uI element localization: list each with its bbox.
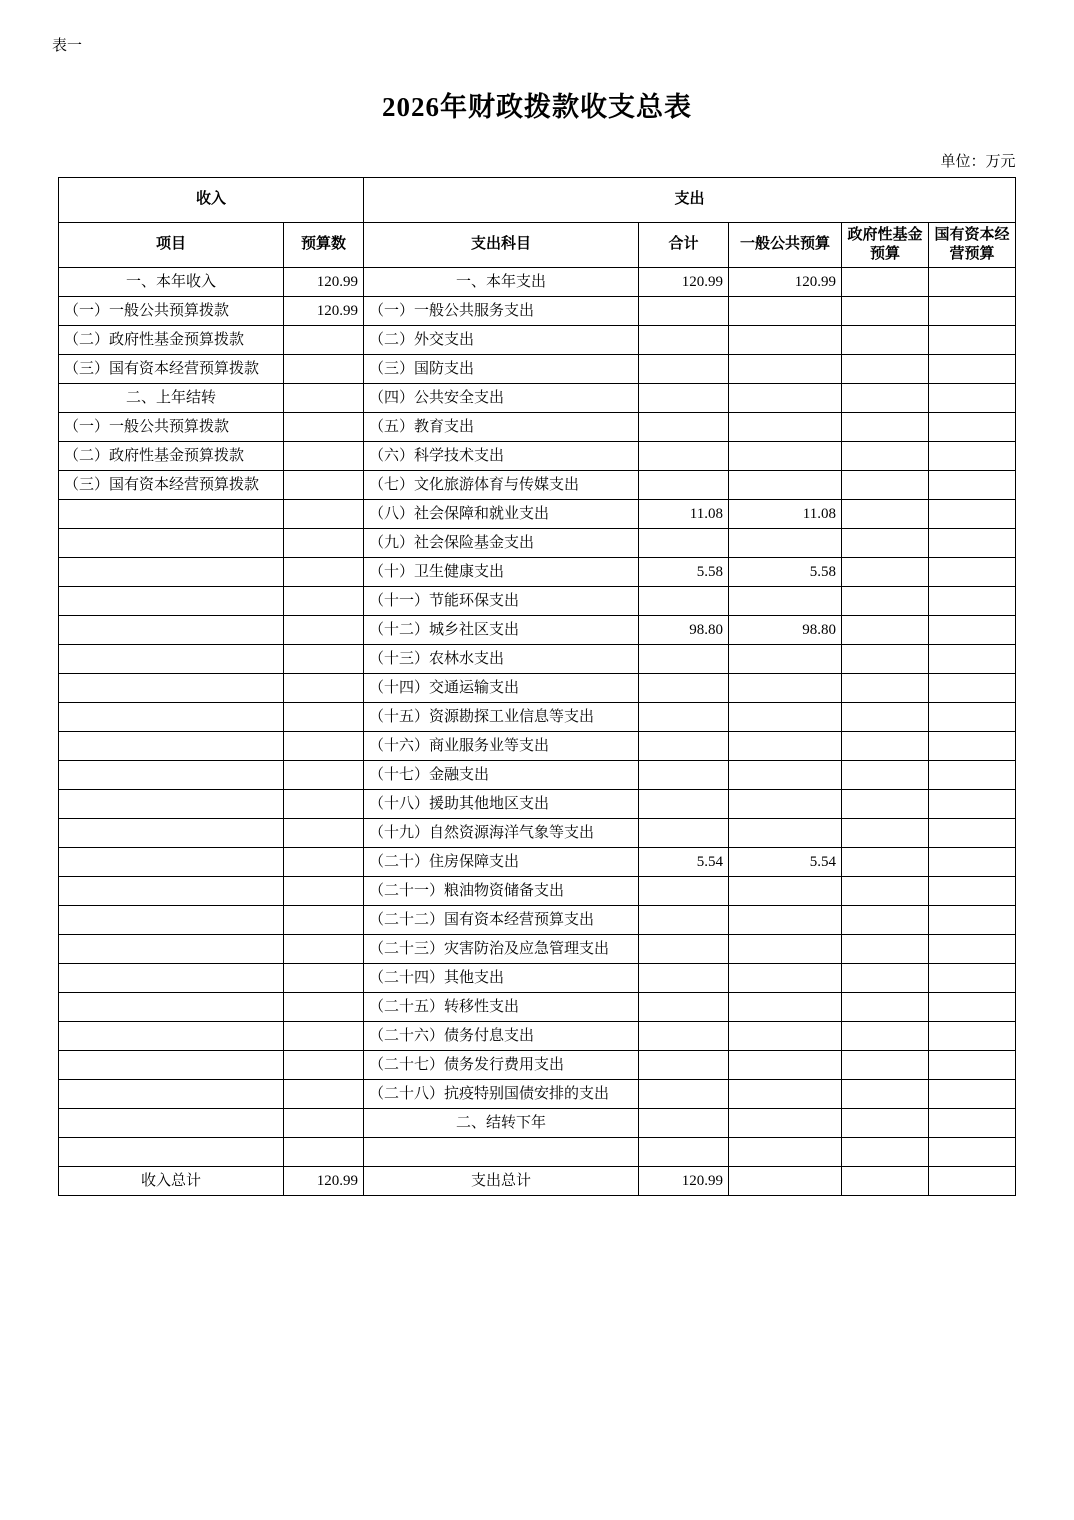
- state-capital-cell: [928, 790, 1015, 819]
- budget-cell: [283, 1022, 363, 1051]
- general-budget-cell: [728, 790, 841, 819]
- income-item-cell: 收入总计: [58, 1167, 283, 1196]
- gov-fund-cell: [841, 848, 928, 877]
- general-budget-cell: [728, 1109, 841, 1138]
- general-budget-cell: [728, 297, 841, 326]
- expense-item-cell: （二十一）粮油物资储备支出: [363, 877, 638, 906]
- income-item-cell: [58, 790, 283, 819]
- total-cell: [638, 761, 728, 790]
- general-budget-cell: [728, 384, 841, 413]
- state-capital-cell: [928, 761, 1015, 790]
- budget-cell: [283, 1138, 363, 1167]
- budget-cell: [283, 761, 363, 790]
- state-capital-cell: [928, 355, 1015, 384]
- state-capital-cell: [928, 471, 1015, 500]
- total-cell: [638, 297, 728, 326]
- general-budget-cell: [728, 1051, 841, 1080]
- general-budget-cell: [728, 355, 841, 384]
- income-item-cell: [58, 645, 283, 674]
- income-item-cell: [58, 1109, 283, 1138]
- general-budget-cell: [728, 703, 841, 732]
- total-cell: [638, 1080, 728, 1109]
- total-cell: 11.08: [638, 500, 728, 529]
- total-cell: 5.54: [638, 848, 728, 877]
- state-capital-cell: [928, 297, 1015, 326]
- gov-fund-cell: [841, 790, 928, 819]
- total-cell: [638, 819, 728, 848]
- income-item-cell: [58, 993, 283, 1022]
- income-item-cell: [58, 848, 283, 877]
- gov-fund-cell: [841, 1109, 928, 1138]
- total-cell: 120.99: [638, 268, 728, 297]
- income-item-cell: [58, 500, 283, 529]
- income-item-cell: 二、上年结转: [58, 384, 283, 413]
- page-title: 2026年财政拨款收支总表: [382, 92, 692, 122]
- table-row: [58, 558, 1015, 587]
- table-row: [58, 993, 1015, 1022]
- expense-item-cell: （九）社会保险基金支出: [363, 529, 638, 558]
- total-cell: [638, 645, 728, 674]
- state-capital-cell: [928, 935, 1015, 964]
- state-capital-cell: [928, 413, 1015, 442]
- table-row: [58, 1109, 1015, 1138]
- expense-item-cell: （十六）商业服务业等支出: [363, 732, 638, 761]
- total-cell: [638, 906, 728, 935]
- header-group-row: [58, 178, 1015, 223]
- gov-fund-cell: [841, 877, 928, 906]
- table-row: [58, 703, 1015, 732]
- table-row: [58, 819, 1015, 848]
- table-row: [58, 674, 1015, 703]
- gov-fund-cell: [841, 616, 928, 645]
- expense-item-cell: （五）教育支出: [363, 413, 638, 442]
- total-cell: [638, 732, 728, 761]
- gov-fund-cell: [841, 964, 928, 993]
- income-item-cell: [58, 587, 283, 616]
- unit-note: 单位：万元: [940, 154, 1016, 170]
- total-cell: [638, 1051, 728, 1080]
- table-body: [58, 268, 1015, 1196]
- expense-item-cell: （一）一般公共服务支出: [363, 297, 638, 326]
- budget-cell: [283, 935, 363, 964]
- budget-cell: 120.99: [283, 268, 363, 297]
- budget-cell: [283, 355, 363, 384]
- total-cell: [638, 935, 728, 964]
- state-capital-cell: [928, 1022, 1015, 1051]
- budget-cell: [283, 790, 363, 819]
- gov-fund-cell: [841, 906, 928, 935]
- general-budget-cell: [728, 964, 841, 993]
- general-budget-cell: [728, 326, 841, 355]
- expense-item-cell: （八）社会保障和就业支出: [363, 500, 638, 529]
- gov-fund-cell: [841, 761, 928, 790]
- budget-cell: [283, 413, 363, 442]
- budget-cell: [283, 732, 363, 761]
- total-cell: [638, 384, 728, 413]
- state-capital-cell: [928, 442, 1015, 471]
- state-capital-cell: [928, 1051, 1015, 1080]
- general-budget-cell: [728, 471, 841, 500]
- income-item-cell: （一）一般公共预算拨款: [58, 297, 283, 326]
- total-cell: [638, 326, 728, 355]
- table-row: [58, 848, 1015, 877]
- general-budget-cell: [728, 587, 841, 616]
- income-item-cell: [58, 877, 283, 906]
- budget-cell: [283, 384, 363, 413]
- total-cell: [638, 1022, 728, 1051]
- budget-cell: [283, 877, 363, 906]
- state-capital-cell: [928, 1080, 1015, 1109]
- total-cell: [638, 790, 728, 819]
- expense-item-cell: （十八）援助其他地区支出: [363, 790, 638, 819]
- state-capital-cell: [928, 993, 1015, 1022]
- expense-item-cell: （二十八）抗疫特别国债安排的支出: [363, 1080, 638, 1109]
- total-cell: [638, 587, 728, 616]
- income-item-cell: [58, 761, 283, 790]
- gov-fund-cell: [841, 732, 928, 761]
- expense-item-cell: （二十四）其他支出: [363, 964, 638, 993]
- budget-cell: [283, 645, 363, 674]
- state-capital-cell: [928, 500, 1015, 529]
- budget-cell: [283, 1109, 363, 1138]
- income-item-cell: [58, 1022, 283, 1051]
- state-capital-cell: [928, 326, 1015, 355]
- gov-fund-cell: [841, 413, 928, 442]
- table-row: [58, 645, 1015, 674]
- total-cell: [638, 1138, 728, 1167]
- general-budget-cell: [728, 1080, 841, 1109]
- table-row: [58, 964, 1015, 993]
- total-cell: 5.58: [638, 558, 728, 587]
- budget-cell: [283, 616, 363, 645]
- gov-fund-cell: [841, 587, 928, 616]
- header-gov-fund-col: 政府性基金预算: [841, 223, 928, 268]
- header-expense-item-col: 支出科目: [363, 223, 638, 268]
- budget-cell: [283, 703, 363, 732]
- table-row: [58, 587, 1015, 616]
- budget-cell: 120.99: [283, 1167, 363, 1196]
- budget-cell: [283, 964, 363, 993]
- expense-item-cell: （十七）金融支出: [363, 761, 638, 790]
- state-capital-cell: [928, 848, 1015, 877]
- total-cell: [638, 877, 728, 906]
- general-budget-cell: 11.08: [728, 500, 841, 529]
- state-capital-cell: [928, 1138, 1015, 1167]
- income-item-cell: （三）国有资本经营预算拨款: [58, 355, 283, 384]
- budget-cell: [283, 442, 363, 471]
- table-row: [58, 500, 1015, 529]
- state-capital-cell: [928, 268, 1015, 297]
- state-capital-cell: [928, 558, 1015, 587]
- gov-fund-cell: [841, 326, 928, 355]
- table-row: [58, 761, 1015, 790]
- general-budget-cell: [728, 877, 841, 906]
- expense-item-cell: （十一）节能环保支出: [363, 587, 638, 616]
- state-capital-cell: [928, 384, 1015, 413]
- state-capital-cell: [928, 1109, 1015, 1138]
- general-budget-cell: [728, 906, 841, 935]
- income-item-cell: [58, 935, 283, 964]
- income-item-cell: [58, 819, 283, 848]
- general-budget-cell: 5.58: [728, 558, 841, 587]
- table-row: [58, 935, 1015, 964]
- budget-cell: [283, 674, 363, 703]
- table-row: [58, 1022, 1015, 1051]
- header-budget-col: 预算数: [283, 223, 363, 268]
- gov-fund-cell: [841, 703, 928, 732]
- budget-cell: [283, 906, 363, 935]
- general-budget-cell: [728, 413, 841, 442]
- income-item-cell: [58, 1138, 283, 1167]
- expense-item-cell: （二十三）灾害防治及应急管理支出: [363, 935, 638, 964]
- table-row: [58, 877, 1015, 906]
- income-item-cell: [58, 529, 283, 558]
- expense-item-cell: （二十五）转移性支出: [363, 993, 638, 1022]
- header-expense-group: 支出: [363, 178, 1015, 223]
- general-budget-cell: [728, 1138, 841, 1167]
- total-cell: [638, 1109, 728, 1138]
- state-capital-cell: [928, 587, 1015, 616]
- table-row: [58, 732, 1015, 761]
- general-budget-cell: [728, 935, 841, 964]
- gov-fund-cell: [841, 384, 928, 413]
- total-cell: [638, 355, 728, 384]
- general-budget-cell: 120.99: [728, 268, 841, 297]
- general-budget-cell: [728, 674, 841, 703]
- state-capital-cell: [928, 645, 1015, 674]
- expense-item-cell: （十）卫生健康支出: [363, 558, 638, 587]
- total-cell: [638, 703, 728, 732]
- income-item-cell: [58, 1051, 283, 1080]
- general-budget-cell: [728, 442, 841, 471]
- general-budget-cell: [728, 529, 841, 558]
- table-row: [58, 1138, 1015, 1167]
- table-row: [58, 268, 1015, 297]
- expense-item-cell: （二十七）债务发行费用支出: [363, 1051, 638, 1080]
- income-item-cell: [58, 732, 283, 761]
- expense-item-cell: 支出总计: [363, 1167, 638, 1196]
- income-item-cell: （三）国有资本经营预算拨款: [58, 471, 283, 500]
- state-capital-cell: [928, 529, 1015, 558]
- header-item-col: 项目: [58, 223, 283, 268]
- income-item-cell: （二）政府性基金预算拨款: [58, 442, 283, 471]
- income-item-cell: [58, 674, 283, 703]
- gov-fund-cell: [841, 529, 928, 558]
- expense-item-cell: （六）科学技术支出: [363, 442, 638, 471]
- total-cell: 120.99: [638, 1167, 728, 1196]
- table-row: [58, 1167, 1015, 1196]
- general-budget-cell: [728, 1022, 841, 1051]
- expense-item-cell: （四）公共安全支出: [363, 384, 638, 413]
- table-row: [58, 297, 1015, 326]
- budget-cell: [283, 326, 363, 355]
- income-item-cell: [58, 558, 283, 587]
- gov-fund-cell: [841, 674, 928, 703]
- state-capital-cell: [928, 906, 1015, 935]
- gov-fund-cell: [841, 935, 928, 964]
- budget-cell: 120.99: [283, 297, 363, 326]
- budget-cell: [283, 993, 363, 1022]
- budget-cell: [283, 819, 363, 848]
- gov-fund-cell: [841, 471, 928, 500]
- gov-fund-cell: [841, 500, 928, 529]
- total-cell: [638, 471, 728, 500]
- budget-cell: [283, 587, 363, 616]
- income-item-cell: （一）一般公共预算拨款: [58, 413, 283, 442]
- expense-item-cell: （十四）交通运输支出: [363, 674, 638, 703]
- table-row: [58, 326, 1015, 355]
- general-budget-cell: [728, 645, 841, 674]
- total-cell: [638, 964, 728, 993]
- general-budget-cell: 5.54: [728, 848, 841, 877]
- gov-fund-cell: [841, 1022, 928, 1051]
- header-cols-row: [58, 223, 1015, 268]
- gov-fund-cell: [841, 1080, 928, 1109]
- table-row: [58, 355, 1015, 384]
- budget-cell: [283, 1080, 363, 1109]
- state-capital-cell: [928, 877, 1015, 906]
- income-item-cell: [58, 906, 283, 935]
- expense-item-cell: （二）外交支出: [363, 326, 638, 355]
- table-row: [58, 1051, 1015, 1080]
- state-capital-cell: [928, 616, 1015, 645]
- table-label: 表一: [52, 38, 83, 54]
- table-row: [58, 906, 1015, 935]
- state-capital-cell: [928, 819, 1015, 848]
- expense-item-cell: 二、结转下年: [363, 1109, 638, 1138]
- header-state-capital-col: 国有资本经营预算: [928, 223, 1015, 268]
- state-capital-cell: [928, 703, 1015, 732]
- total-cell: [638, 413, 728, 442]
- general-budget-cell: [728, 993, 841, 1022]
- expense-item-cell: （二十）住房保障支出: [363, 848, 638, 877]
- table-row: [58, 529, 1015, 558]
- table-row: [58, 616, 1015, 645]
- table-row: [58, 442, 1015, 471]
- gov-fund-cell: [841, 819, 928, 848]
- table-row: [58, 384, 1015, 413]
- state-capital-cell: [928, 964, 1015, 993]
- table-row: [58, 413, 1015, 442]
- expense-item-cell: 一、本年支出: [363, 268, 638, 297]
- total-cell: [638, 529, 728, 558]
- general-budget-cell: [728, 761, 841, 790]
- state-capital-cell: [928, 674, 1015, 703]
- gov-fund-cell: [841, 1167, 928, 1196]
- general-budget-cell: [728, 819, 841, 848]
- budget-cell: [283, 1051, 363, 1080]
- table-row: [58, 471, 1015, 500]
- gov-fund-cell: [841, 645, 928, 674]
- gov-fund-cell: [841, 442, 928, 471]
- gov-fund-cell: [841, 268, 928, 297]
- expense-item-cell: （三）国防支出: [363, 355, 638, 384]
- general-budget-cell: 98.80: [728, 616, 841, 645]
- total-cell: [638, 993, 728, 1022]
- budget-table: [58, 177, 1016, 1196]
- budget-cell: [283, 500, 363, 529]
- budget-cell: [283, 848, 363, 877]
- gov-fund-cell: [841, 1051, 928, 1080]
- expense-item-cell: （十三）农林水支出: [363, 645, 638, 674]
- budget-cell: [283, 529, 363, 558]
- budget-cell: [283, 471, 363, 500]
- income-item-cell: [58, 964, 283, 993]
- total-cell: 98.80: [638, 616, 728, 645]
- expense-item-cell: （十二）城乡社区支出: [363, 616, 638, 645]
- income-item-cell: （二）政府性基金预算拨款: [58, 326, 283, 355]
- expense-item-cell: （二十二）国有资本经营预算支出: [363, 906, 638, 935]
- expense-item-cell: （十五）资源勘探工业信息等支出: [363, 703, 638, 732]
- gov-fund-cell: [841, 1138, 928, 1167]
- state-capital-cell: [928, 732, 1015, 761]
- expense-item-cell: （十九）自然资源海洋气象等支出: [363, 819, 638, 848]
- expense-item-cell: [363, 1138, 638, 1167]
- expense-item-cell: （七）文化旅游体育与传媒支出: [363, 471, 638, 500]
- state-capital-cell: [928, 1167, 1015, 1196]
- income-item-cell: [58, 616, 283, 645]
- income-item-cell: [58, 1080, 283, 1109]
- gov-fund-cell: [841, 355, 928, 384]
- header-total-col: 合计: [638, 223, 728, 268]
- general-budget-cell: [728, 1167, 841, 1196]
- gov-fund-cell: [841, 993, 928, 1022]
- gov-fund-cell: [841, 297, 928, 326]
- budget-cell: [283, 558, 363, 587]
- expense-item-cell: （二十六）债务付息支出: [363, 1022, 638, 1051]
- income-item-cell: 一、本年收入: [58, 268, 283, 297]
- total-cell: [638, 442, 728, 471]
- general-budget-cell: [728, 732, 841, 761]
- header-general-public-col: 一般公共预算: [728, 223, 841, 268]
- total-cell: [638, 674, 728, 703]
- gov-fund-cell: [841, 558, 928, 587]
- table-row: [58, 790, 1015, 819]
- table-header: [58, 178, 1015, 268]
- table-row: [58, 1080, 1015, 1109]
- header-income-group: 收入: [58, 178, 363, 223]
- income-item-cell: [58, 703, 283, 732]
